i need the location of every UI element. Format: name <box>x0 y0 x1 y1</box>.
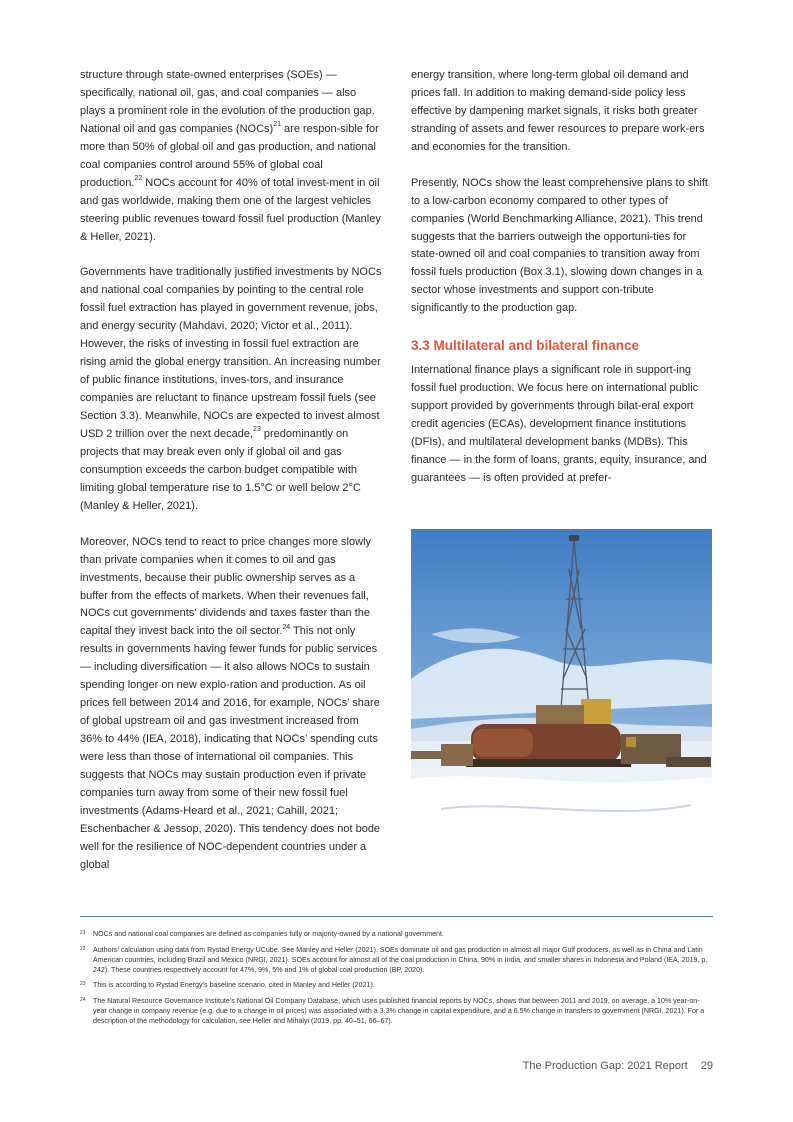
text: predominantly on projects that may break even only if global oil and gas consumption exceeds the carbon budget compatible with limiting global temperature rise to 1.5°C or well below 2°C (Manley & Heller, 2021). <box>80 428 361 512</box>
footnote-ref-23[interactable]: 23 <box>253 426 261 434</box>
footnote-text: NOCs and national coal companies are defined as companies fully or majority-owned by a national government. <box>93 930 444 938</box>
text: NOCs account for 40% of total invest-ment in oil and gas worldwide, making them one of the largest vehicles steering public revenues toward fossil fuel production (Manley & Heller, 2021). <box>80 176 381 243</box>
section-heading: 3.3 Multilateral and bilateral finance <box>411 338 640 354</box>
right-column <box>411 67 713 488</box>
page-number: 29 <box>700 1060 713 1072</box>
paragraph-noc-plans: Presently, NOCs show the least comprehensive plans to shift to a low-carbon economy compared to other types of companies (World Benchmarking Alliance, 2021). This trend suggests that the barriers outweigh the opportuni-ties for state-owned oil and coal companies to transition away from fossil fuels production (Box 3.1), slowing down changes in a sector whose investments and support con-tribute significantly to the production gap. <box>411 176 708 315</box>
footnote-text: This is according to Rystad Energy’s baseline scenario, cited in Manley and Heller (2021). <box>93 981 375 990</box>
footnotes <box>80 929 713 1032</box>
left-column <box>80 67 382 875</box>
page-footer <box>523 1060 713 1072</box>
text: This not only results in governments having fewer funds for public services — including diversification — it also allows NOCs to sustain spending longer on new explo-ration and production. As oil prices fell between 2014 and 2016, for example, NOCs’ share of global upstream oil and gas investment increased from 36% to 44% (IEA, 2018), indicating that NOCs’ spending cuts were less than those of international oil companies. This suggests that NOCs may sustain production even if private companies turn away from some of their new fossil fuel investments (Adams-Heard et al., 2021; Cahill, 2021; Eschenbacher & Jessop, 2020). This tendency does not bode well for the resilience of NOC-dependent countries under a global <box>80 625 381 871</box>
footnote-ref-24[interactable]: 24 <box>282 623 291 631</box>
footnote-22 <box>80 945 713 976</box>
paragraph-soe <box>80 67 382 247</box>
text: structure through state-owned enterprises (SOEs) — specifically, national oil, gas, and coal companies — also plays a prominent role in the evolution of the production gap. National oil and gas companies (NOCs) <box>80 69 375 135</box>
paragraph-justification <box>80 264 382 515</box>
paragraph-international-finance: International finance plays a significant role in support-ing fossil fuel production. We focus here on international public support provided by governments through bilat-eral export credit agencies (ECAs), development finance institutions (DFIs), and multilateral development banks (MDBs). This finance — in the form of loans, grants, equity, insurance, and guarantees — is often provided at prefer- <box>411 364 707 484</box>
footnote-number: 22 <box>80 945 86 952</box>
footnote-text: The Natural Resource Governance Institute’s National Oil Company Database, which uses published financial reports by NOCs, shows that between 2011 and 2019, on average, a 10% year-on-year change in company revenue (e.g. due to a change in oil prices) was associated with a 3.3% change in capital expenditure, and a 6.5% change in transfers to government (NRGI, 2021). For a description of the methodology for calculation, see Heller and Mihalyi (2019, pp. 40–51, 66–67). <box>93 996 705 1026</box>
paragraph-price-changes <box>80 534 382 875</box>
text: Moreover, NOCs tend to react to price changes more slowly than private companies when it comes to oil and gas investments, because their public ownership serves as a buffer from the effects of markets. When their revenues fall, NOCs cut governments’ dividends and taxes faster than the capital they invest back into the oil sector. <box>80 535 372 638</box>
paragraph-energy-transition: energy transition, where long-term global oil demand and prices fall. In addition to making demand-side policy less effective by dampening market signals, it risks both greater stranding of assets and fewer resources to prepare work-ers and economies for the transition. <box>411 69 705 153</box>
footnote-ref-22[interactable]: 22 <box>134 175 143 183</box>
text: are respon-sible for more than 50% of global oil and gas production, and national coal companies control around 55% of global coal production. <box>80 122 379 189</box>
text: Governments have traditionally justified investments by NOCs and national coal companies by pointing to the central role fossil fuel extraction has played in government revenue, jobs, and energy security (Mahdavi, 2020; Victor et al., 2011). However, the risks of investing in fossil fuel extraction are rising amid the global energy transition. An increasing number of public finance institutions, inves-tors, and insurance companies are reluctant to finance upstream fossil fuels (see Section 3.3). Meanwhile, NOCs are expected to invest almost USD 2 trillion over the next decade, <box>80 266 382 440</box>
footnote-number: 23 <box>80 981 86 988</box>
footnote-21 <box>80 929 713 939</box>
report-title: The Production Gap: 2021 Report <box>522 1060 688 1072</box>
drilling-rig-photo <box>411 529 712 863</box>
footnote-divider <box>80 916 713 917</box>
footnote-text: Authors’ calculation using data from Rystad Energy UCube. See Manley and Heller (2021). SOEs dominate oil and gas production in almost all major Gulf producers, as well as in China and Latin American countries, including Brazil and Mexico (NRGI, 2021). SOEs account for almost all of the coal production in China, 90% in India, and smaller shares in Indonesia and Poland (IEA, 2019, p. 242). These countries respectively account for 47%, 9%, 5% and 1% of global coal production (BP, 2020). <box>93 945 708 974</box>
footnote-ref-21[interactable]: 21 <box>273 121 281 129</box>
footnote-number: 21 <box>80 930 86 936</box>
footnote-23 <box>80 980 713 990</box>
footnote-24 <box>80 996 713 1027</box>
footnote-number: 24 <box>80 996 86 1003</box>
